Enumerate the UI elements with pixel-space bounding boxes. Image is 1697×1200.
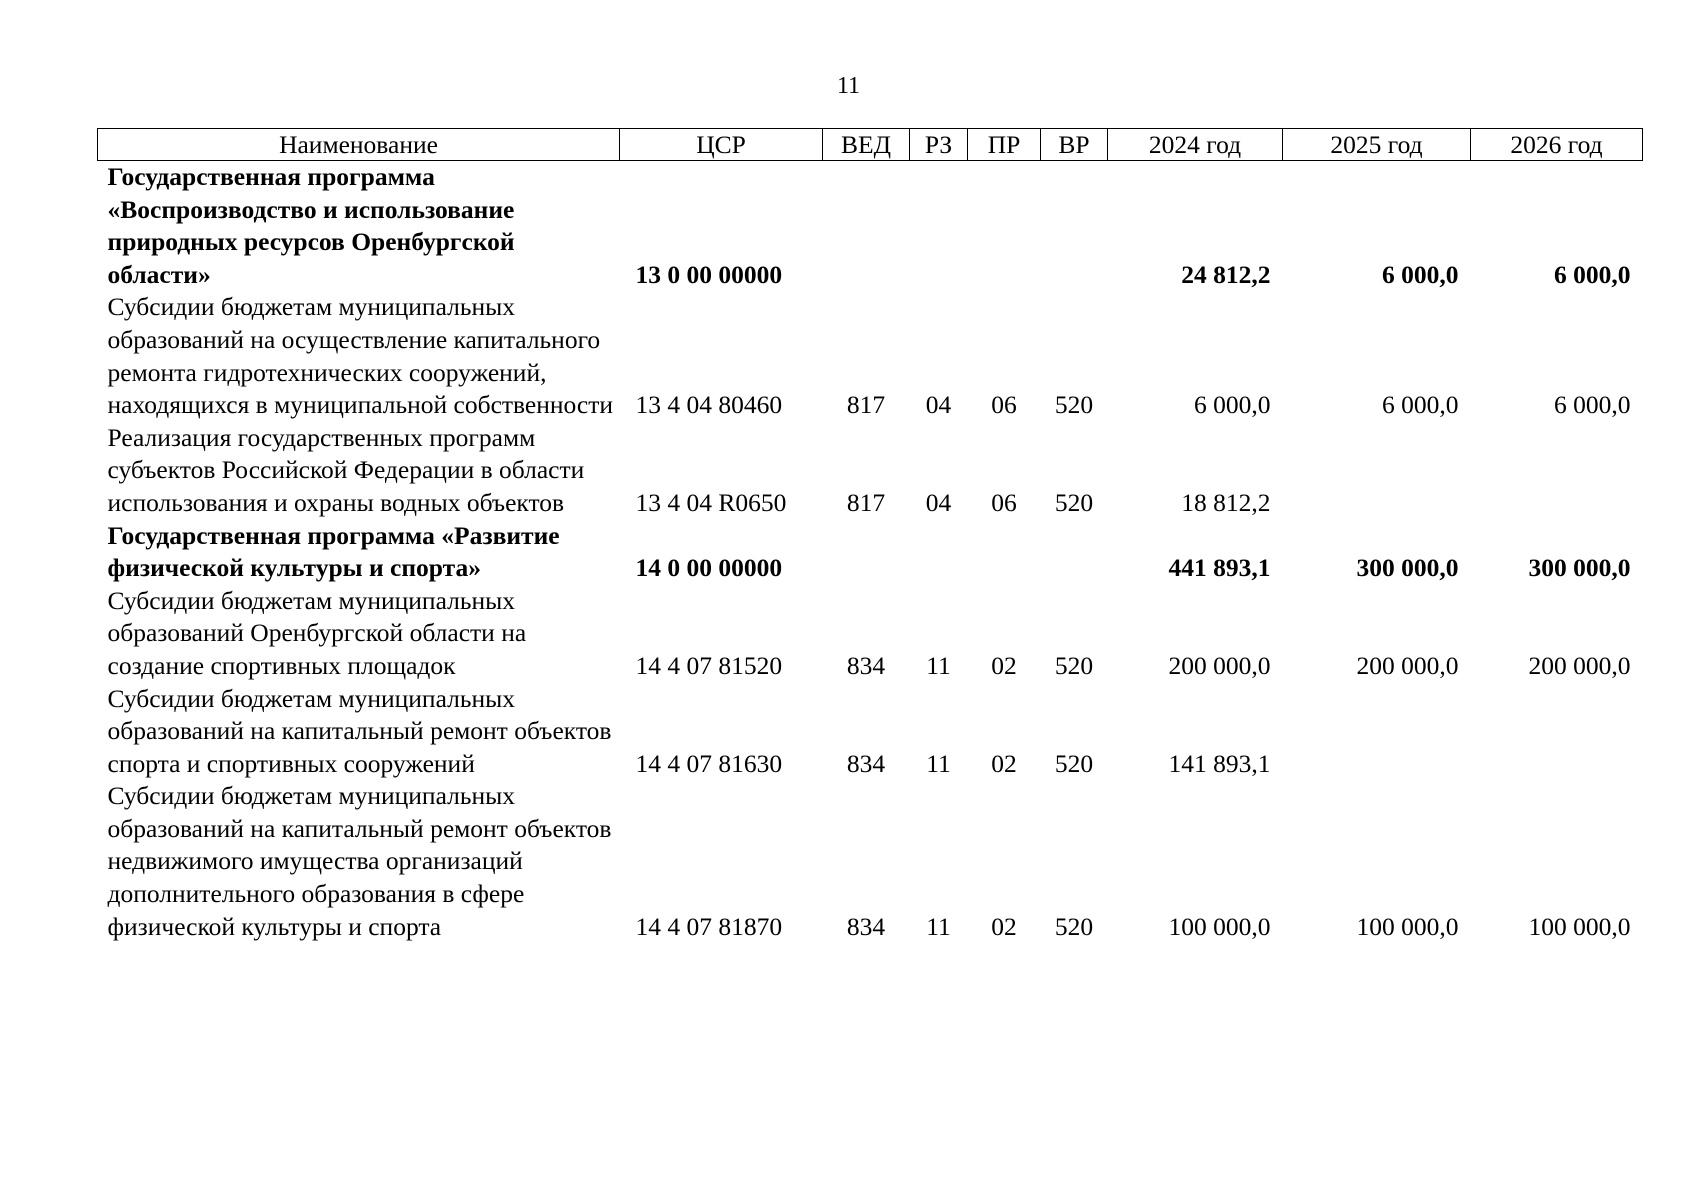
row-ved: 834: [846, 911, 886, 941]
header-2024: 2024 год: [1108, 129, 1283, 161]
row-name: Государственная программа «Воспроизводство и использование природных ресурсов Оренбургской области»: [107, 162, 515, 289]
row-rz: 04: [925, 390, 952, 420]
header-name: Наименование: [98, 129, 620, 161]
row-vr: 520: [1054, 650, 1094, 680]
row-2024: 24 812,2: [1181, 259, 1271, 289]
row-ved: 834: [846, 650, 886, 680]
row-2026: 100 000,0: [1528, 911, 1631, 941]
header-row: [98, 129, 1643, 161]
table-row: [98, 585, 1643, 683]
row-2024: 6 000,0: [1194, 390, 1271, 420]
row-2024: 100 000,0: [1168, 911, 1271, 941]
table-header: [98, 129, 1643, 161]
row-csr: 13 4 04 80460: [635, 390, 783, 420]
row-vr: 520: [1054, 748, 1094, 778]
table-row-program: [98, 161, 1643, 292]
row-2024: 18 812,2: [1181, 487, 1271, 517]
row-csr: 13 0 00 00000: [635, 259, 783, 289]
row-csr: 14 4 07 81630: [635, 748, 783, 778]
page-number: 11: [836, 73, 861, 99]
row-vr: 520: [1054, 390, 1094, 420]
header-2026: 2026 год: [1471, 129, 1643, 161]
row-pr: 02: [991, 650, 1017, 680]
row-name: Субсидии бюджетам муниципальных образований на капитальный ремонт объектов недвижимого имущества организаций дополнительного образования в сфере физической культуры и спорта: [107, 781, 612, 941]
row-2026: [1471, 683, 1643, 781]
row-pr: [968, 520, 1041, 585]
row-2024: 200 000,0: [1168, 650, 1271, 680]
row-pr: [968, 161, 1041, 292]
table-row: [98, 291, 1643, 421]
row-csr: 14 4 07 81870: [635, 911, 783, 941]
table-row: [98, 683, 1643, 781]
row-vr: 520: [1054, 487, 1094, 517]
row-2026: 300 000,0: [1528, 553, 1631, 583]
row-2025: 200 000,0: [1356, 650, 1459, 680]
row-name: Субсидии бюджетам муниципальных образований Оренбургской области на создание спортивных площадок: [107, 585, 527, 680]
header-rz: РЗ: [910, 129, 968, 161]
row-2026: [1471, 422, 1643, 520]
row-rz: [910, 520, 968, 585]
row-rz: 04: [925, 487, 952, 517]
row-vr: [1041, 520, 1108, 585]
row-csr: 13 4 04 R0650: [635, 487, 787, 517]
budget-table: [97, 128, 1643, 943]
row-2026: 6 000,0: [1554, 390, 1631, 420]
row-rz: [910, 161, 968, 292]
row-csr: 14 0 00 00000: [635, 553, 783, 583]
row-2025: 100 000,0: [1356, 911, 1459, 941]
table-body: [98, 161, 1643, 944]
header-ved: ВЕД: [823, 129, 910, 161]
row-vr: 520: [1054, 911, 1094, 941]
row-pr: 06: [991, 390, 1017, 420]
table-row: [98, 780, 1643, 943]
row-pr: 06: [991, 487, 1017, 517]
table-row-program: [98, 520, 1643, 585]
row-pr: 02: [991, 911, 1017, 941]
row-2025: 6 000,0: [1382, 390, 1459, 420]
row-name: Субсидии бюджетам муниципальных образований на капитальный ремонт объектов спорта и спортивных сооружений: [107, 683, 612, 778]
row-pr: 02: [991, 748, 1017, 778]
header-2025: 2025 год: [1283, 129, 1471, 161]
row-2025: 300 000,0: [1356, 553, 1459, 583]
row-ved: 817: [846, 390, 886, 420]
row-ved: 834: [846, 748, 886, 778]
row-name: Государственная программа «Развитие физической культуры и спорта»: [107, 520, 560, 583]
table-row: [98, 422, 1643, 520]
header-csr: ЦСР: [620, 129, 823, 161]
row-ved: 817: [846, 487, 886, 517]
header-vr: ВР: [1041, 129, 1108, 161]
row-rz: 11: [926, 748, 951, 778]
row-ved: [823, 161, 910, 292]
row-2025: 6 000,0: [1382, 259, 1459, 289]
row-2026: 6 000,0: [1554, 259, 1631, 289]
row-name: Реализация государственных программ субъектов Российской Федерации в области использования и охраны водных объектов: [107, 422, 585, 517]
header-pr: ПР: [968, 129, 1041, 161]
row-vr: [1041, 161, 1108, 292]
row-2025: [1283, 683, 1471, 781]
row-name: Субсидии бюджетам муниципальных образований на осуществление капитального ремонта гидротехнических сооружений, находящихся в муниципальной собственности: [107, 292, 614, 420]
row-ved: [823, 520, 910, 585]
row-rz: 11: [926, 911, 951, 941]
row-csr: 14 4 07 81520: [635, 650, 783, 680]
row-2024: 141 893,1: [1168, 748, 1271, 778]
row-2025: [1283, 422, 1471, 520]
row-2026: 200 000,0: [1528, 650, 1631, 680]
row-rz: 11: [926, 650, 951, 680]
row-2024: 441 893,1: [1168, 553, 1271, 583]
